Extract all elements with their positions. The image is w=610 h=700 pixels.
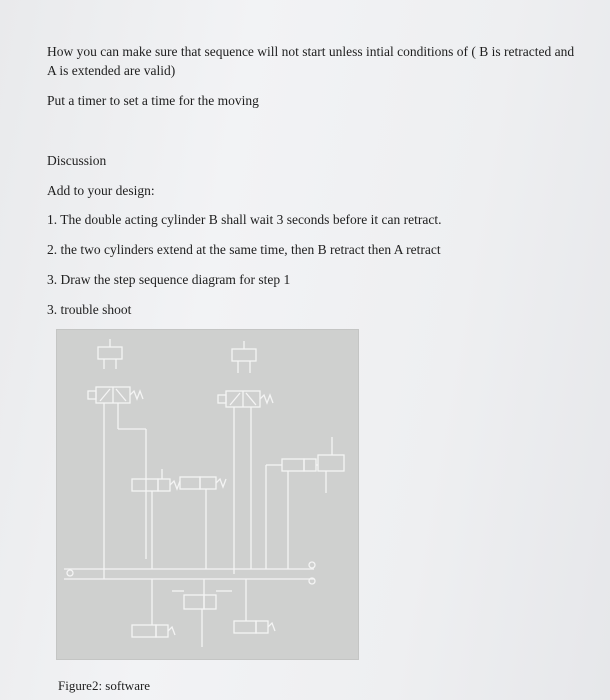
valve-a [88,387,143,403]
question-line-1: How you can make sure that sequence will not start unless intial conditions of ( B is retracted and [47,44,575,59]
cylinder-a [98,339,122,369]
signal-valve-left [132,479,180,491]
signal-valve-middle [180,477,226,489]
discussion-item-4: 3. trouble shoot [47,302,132,317]
cylinder-b [232,341,256,373]
bottom-valve-center [184,579,216,647]
timer-instruction: Put a timer to set a time for the moving [47,93,259,108]
pneumatic-circuit-figure [56,329,359,660]
pneumatic-circuit-diagram [56,329,359,660]
valve-b [218,391,273,407]
question-line-2: A is extended are valid) [47,63,176,78]
discussion-item-2: 2. the two cylinders extend at the same time, then B retract then A retract [47,242,441,257]
discussion-item-1: 1. The double acting cylinder B shall wait 3 seconds before it can retract. [47,212,442,227]
figure-caption: Figure2: software [58,678,151,693]
discussion-heading: Discussion [47,153,107,168]
bottom-valve-left [132,625,175,637]
discussion-item-3: 3. Draw the step sequence diagram for step 1 [47,272,291,287]
bottom-valve-right [234,621,275,633]
signal-valve-right [282,455,344,471]
discussion-intro: Add to your design: [47,183,155,198]
